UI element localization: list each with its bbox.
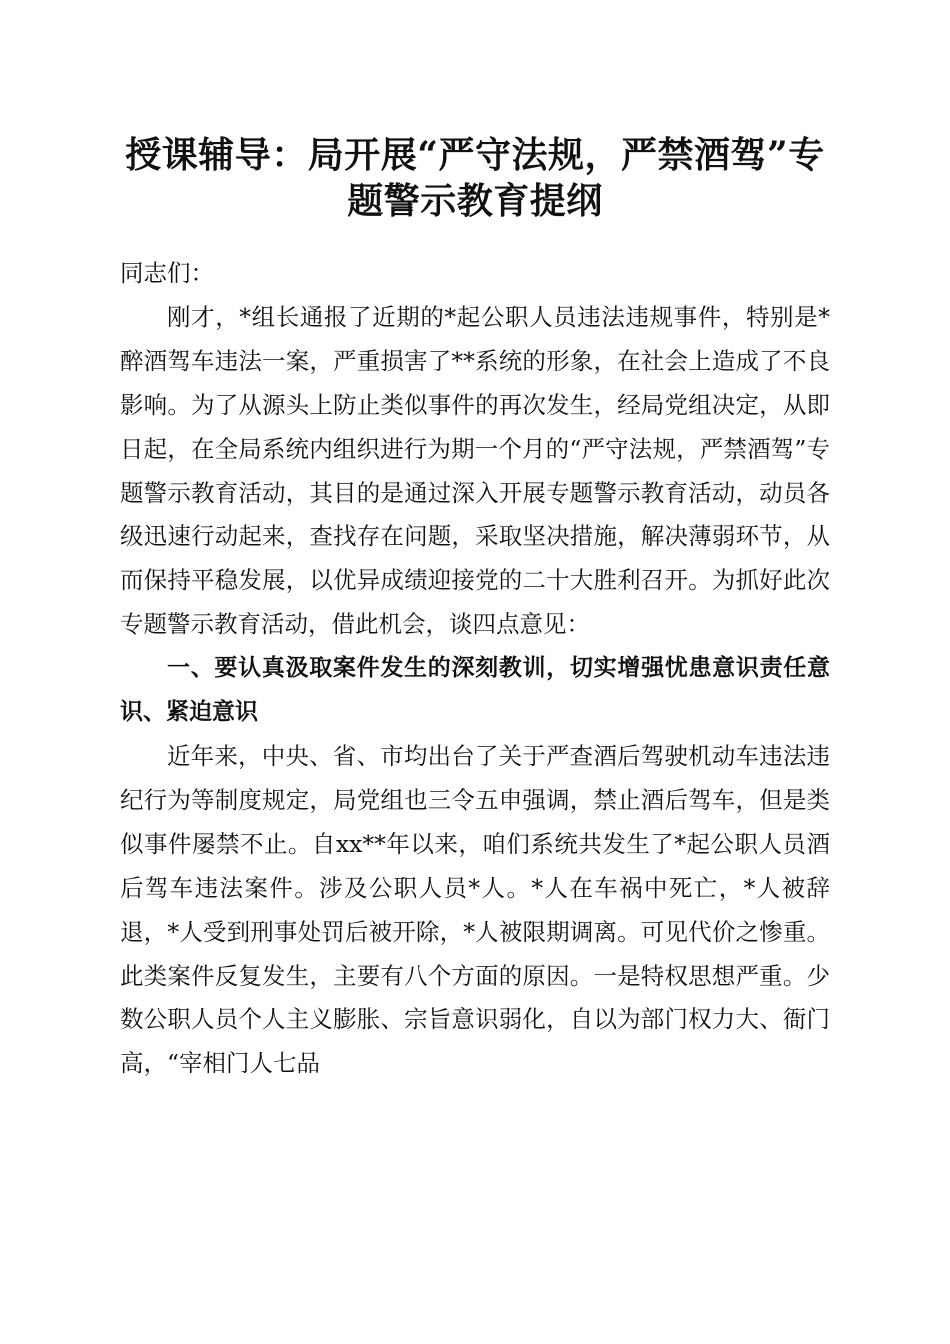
document-title — [100, 132, 850, 224]
paragraph-section-1: 近年来，中央、省、市均出台了关于严查酒后驾驶机动车违法违纪行为等制度规定，局党组也三令五申强调，禁止酒后驾车，但是类似事件屡禁不止。自xx**年以来，咱们系统共发生了*起公职人员酒后驾车违法案件。涉及公职人员*人。*人在车祸中死亡，*人被辞退，*人受到刑事处罚后被开除，*人被限期调离。可见代价之惨重。此类案件反复发生，主要有八个方面的原因。一是特权思想严重。少数公职人员个人主义膨胀、宗旨意识弱化，自以为部门权力大、衙门高，“宰相门人七品 — [120, 741, 830, 1078]
section-heading-1: 一、要认真汲取案件发生的深刻教训，切实增强忧患意识责任意识、紧迫意识 — [120, 655, 830, 726]
paragraph-intro: 刚才，*组长通报了近期的*起公职人员违法违规事件，特别是*醉酒驾车违法一案，严重损害了**系统的形象，在社会上造成了不良影响。为了从源头上防止类似事件的再次发生，经局党组决定，从即日起，在全局系统内组织进行为期一个月的“严守法规，严禁酒驾”专题警示教育活动，其目的是通过深入开展专题警示教育活动，动员各级迅速行动起来，查找存在问题，采取坚决措施，解决薄弱环节，从而保持平稳发展，以优异成绩迎接党的二十大胜利召开。为抓好此次专题警示教育活动，借此机会，谈四点意见： — [120, 302, 830, 639]
title-line-2: 题警示教育提纲 — [347, 180, 603, 222]
title-line-1: 授课辅导：局开展“严守法规，严禁酒驾”专 — [125, 134, 825, 176]
salutation: 同志们： — [120, 259, 214, 287]
document-body — [120, 252, 830, 1086]
